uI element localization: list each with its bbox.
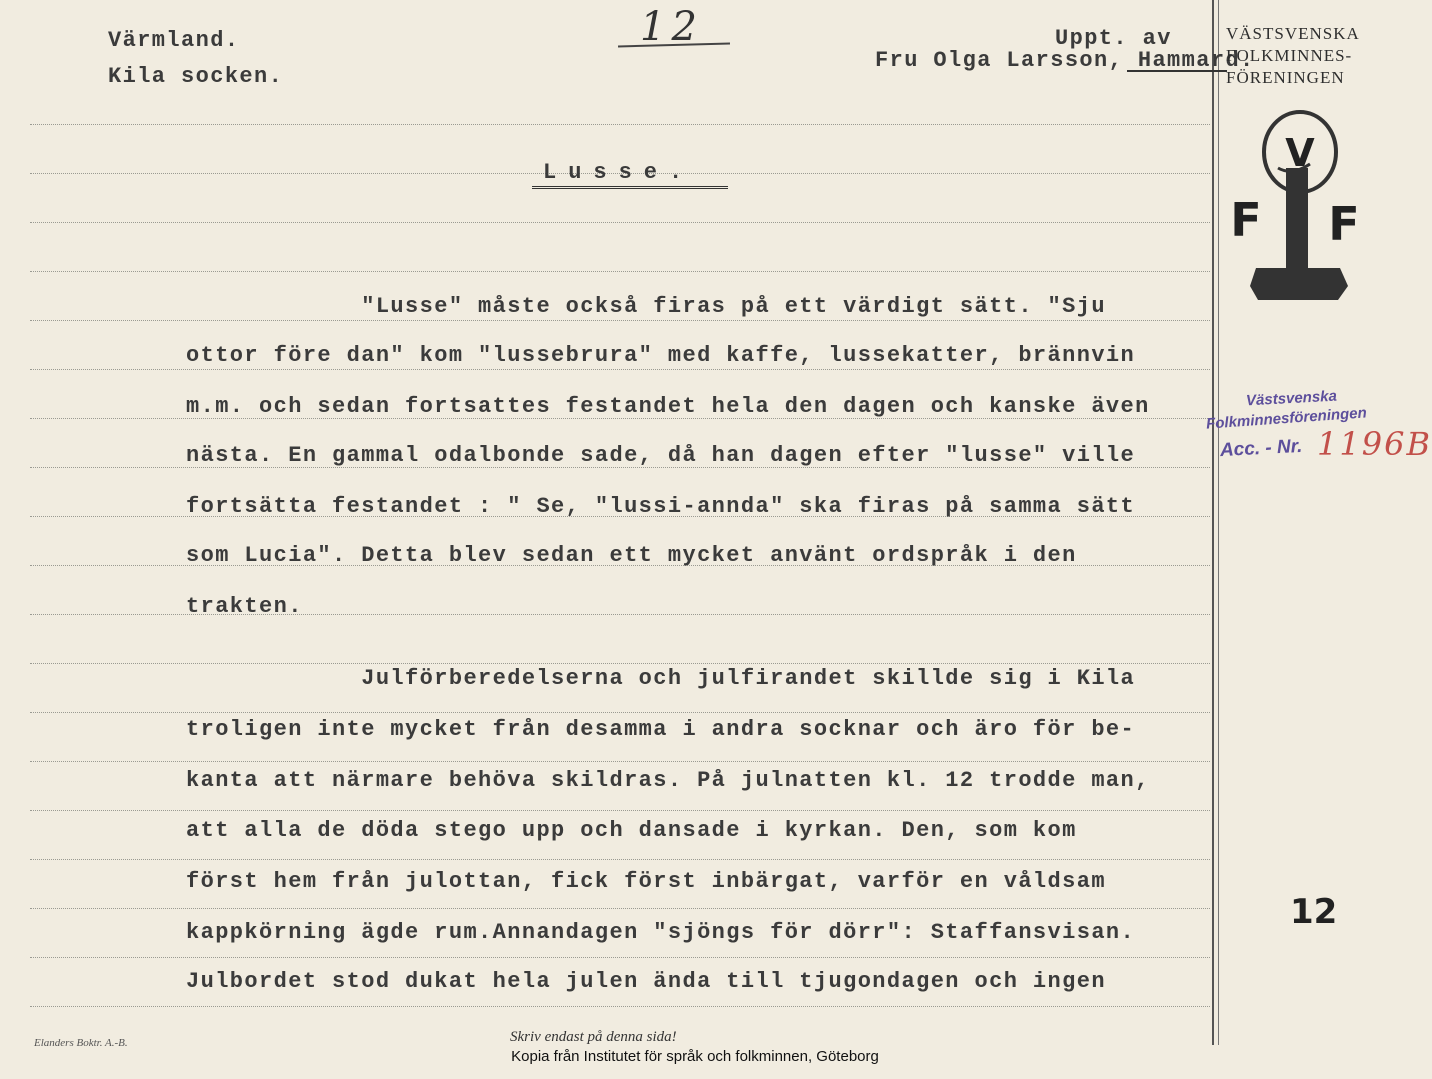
ruled-line <box>30 271 1210 272</box>
body-line: Julförberedelserna och julfirandet skillde sig i Kila <box>186 666 1136 691</box>
handwritten-page-mark: 12 <box>640 4 703 50</box>
ruled-line <box>30 908 1210 909</box>
ruled-line <box>30 369 1210 370</box>
logo-letter-right: F <box>1328 197 1360 251</box>
body-line: "Lusse" måste också firas på ett värdigt sätt. "Sju <box>186 294 1106 319</box>
printer-imprint: Elanders Boktr. A.-B. <box>34 1037 128 1049</box>
body-line: m.m. och sedan fortsattes festandet hela den dagen och kanske även <box>186 394 1150 419</box>
vff-logo-icon <box>1228 104 1368 314</box>
place-underline <box>1127 70 1227 72</box>
body-line: nästa. En gammal odalbonde sade, då han dagen efter "lusse" ville <box>186 443 1136 468</box>
region-text: Värmland. <box>108 28 240 53</box>
ruled-line <box>30 320 1210 321</box>
org-name-line: FÖRENINGEN <box>1226 68 1345 87</box>
logo-letter-left: F <box>1230 193 1262 247</box>
stamp-line: Folkminnesföreningen <box>1205 404 1368 433</box>
body-line: kappkörning ägde rum.Annandagen "sjöngs för dörr": Staffansvisan. <box>186 920 1136 945</box>
ruled-line <box>30 124 1210 125</box>
parish-text: Kila socken. <box>108 64 284 89</box>
body-line: först hem från julottan, fick först inbärgat, varför en våldsam <box>186 869 1106 894</box>
body-line: fortsätta festandet : " Se, "lussi-annda" ska firas på samma sätt <box>186 494 1136 519</box>
ruled-line <box>30 712 1210 713</box>
recorded-by: Fru Olga Larsson, Hammard. <box>875 48 1255 73</box>
copy-note: Kopia från Institutet för språk och folkminnen, Göteborg <box>511 1048 879 1065</box>
org-name-line: VÄSTSVENSKA <box>1226 24 1360 43</box>
page-number: 12 <box>1290 892 1338 932</box>
body-line: att alla de döda stego upp och dansade i kyrkan. Den, som kom <box>186 818 1077 843</box>
document-title: Lusse. <box>543 160 695 185</box>
title-underline <box>532 186 728 189</box>
stamp-line: Västsvenska <box>1245 387 1338 410</box>
stamp-acc-label: Acc. - Nr. <box>1219 435 1303 462</box>
ruled-line <box>30 810 1210 811</box>
org-name-line: FOLKMINNES- <box>1226 46 1353 65</box>
body-line: trakten. <box>186 594 303 619</box>
body-line: kanta att närmare behöva skildras. På julnatten kl. 12 trodde man, <box>186 768 1150 793</box>
body-line: ottor före dan" kom "lussebrura" med kaffe, lussekatter, brännvin <box>186 343 1136 368</box>
ruled-line <box>30 761 1210 762</box>
accession-number: 1196B <box>1317 425 1432 463</box>
ruled-line <box>30 859 1210 860</box>
ruled-line <box>30 663 1210 664</box>
body-line: som Lucia". Detta blev sedan ett mycket använt ordspråk i den <box>186 543 1077 568</box>
ruled-line <box>30 957 1210 958</box>
margin-line-inner <box>1218 0 1219 1045</box>
recorded-label: Uppt. av <box>1055 26 1172 51</box>
logo-letter-top: V <box>1285 131 1315 175</box>
ruled-line <box>30 222 1210 223</box>
body-line: Julbordet stod dukat hela julen ända till tjugondagen och ingen <box>186 969 1106 994</box>
body-line: troligen inte mycket från desamma i andra socknar och äro för be- <box>186 717 1136 742</box>
margin-line <box>1212 0 1214 1045</box>
ruled-line <box>30 1006 1210 1007</box>
form-instruction: Skriv endast på denna sida! <box>510 1029 677 1045</box>
